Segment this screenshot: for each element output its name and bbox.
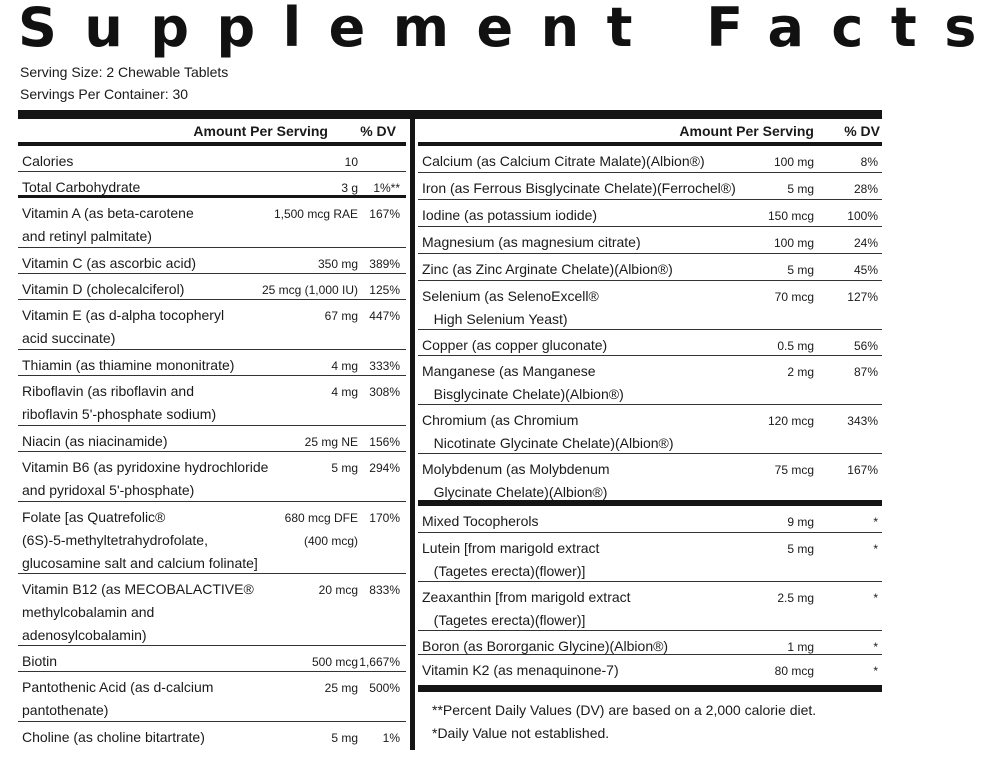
left-nutrient-row	[18, 722, 406, 750]
nutrient-name: Iron (as Ferrous Bisglycinate Chelate)(Ferrochel®)	[422, 180, 736, 196]
nutrient-name: Total Carbohydrate	[22, 179, 141, 195]
nutrient-name: Copper (as copper gluconate)	[422, 337, 608, 353]
left-nutrient-column	[18, 119, 406, 750]
header-rule	[18, 110, 882, 119]
nutrient-name: Mixed Tocopherols	[422, 513, 539, 529]
percent-daily-value: 28%	[853, 182, 878, 196]
nutrient-name: Zeaxanthin [from marigold extract (Tagetes erecta)(flower)]	[422, 589, 631, 628]
amount-per-serving: 100 mg	[773, 155, 814, 169]
amount-per-serving: 4 mg	[331, 385, 358, 399]
amount-per-serving: 5 mg	[331, 461, 358, 475]
right-nutrient-column	[418, 119, 882, 692]
left-nutrient-row	[18, 426, 406, 452]
left-amount-header: Amount Per Serving	[193, 123, 328, 139]
percent-daily-value: 45%	[853, 263, 878, 277]
amount-per-serving: 1,500 mcg RAE	[273, 207, 358, 221]
nutrient-name: Selenium (as SelenoExcell® High Selenium Yeast)	[422, 288, 599, 327]
amount-per-serving: 3 g	[341, 181, 358, 195]
right-nutrient-row	[418, 631, 882, 655]
right-nutrient-row	[418, 454, 882, 506]
nutrient-name: Folate [as Quatrefolic® (6S)-5-methyltetrahydrofolate, glucosamine salt and calcium folinate]	[22, 509, 258, 571]
left-nutrient-row	[18, 146, 406, 172]
nutrient-name: Boron (as Bororganic Glycine)(Albion®)	[422, 638, 669, 654]
supplement-facts-title: Supplement Facts	[18, 0, 1004, 59]
amount-per-serving: 67 mg	[324, 309, 358, 323]
left-dv-header: % DV	[360, 123, 396, 139]
servings-per-container: Servings Per Container: 30	[20, 86, 189, 102]
nutrient-name: Molybdenum (as Molybdenum Glycinate Chelate)(Albion®)	[422, 461, 610, 500]
nutrient-name: Calcium (as Calcium Citrate Malate)(Albion®)	[422, 153, 705, 169]
left-nutrient-row	[18, 274, 406, 300]
left-nutrient-row	[18, 198, 406, 248]
right-nutrient-row	[418, 281, 882, 330]
right-nutrient-row	[418, 655, 882, 685]
amount-per-serving: 75 mcg	[774, 463, 814, 477]
percent-daily-value: *	[873, 664, 878, 678]
left-nutrient-row	[18, 350, 406, 376]
right-nutrient-row	[418, 330, 882, 356]
amount-per-serving: 5 mg	[331, 731, 358, 745]
nutrient-name: Pantothenic Acid (as d-calcium pantothenate)	[22, 679, 214, 718]
percent-daily-value: 87%	[853, 365, 878, 379]
nutrient-name: Vitamin K2 (as menaquinone-7)	[422, 662, 619, 678]
right-column-header	[418, 119, 882, 146]
percent-daily-value: 127%	[847, 290, 878, 304]
right-nutrient-row	[418, 405, 882, 454]
percent-daily-value: *	[873, 640, 878, 654]
left-nutrient-row	[18, 502, 406, 574]
amount-per-serving: 680 mcg DFE (400 mcg)	[284, 511, 358, 548]
percent-daily-value: 294%	[369, 461, 400, 475]
nutrient-name: Iodine (as potassium iodide)	[422, 207, 598, 223]
amount-per-serving: 2.5 mg	[777, 591, 814, 605]
percent-daily-value: 1%	[382, 731, 400, 745]
percent-daily-value: 343%	[847, 414, 878, 428]
column-divider	[410, 110, 415, 750]
right-nutrient-row	[418, 146, 882, 173]
percent-daily-value: 167%	[847, 463, 878, 477]
left-nutrient-row	[18, 452, 406, 502]
left-nutrient-row	[18, 672, 406, 722]
percent-daily-value: 447%	[369, 309, 400, 323]
amount-per-serving: 70 mcg	[774, 290, 814, 304]
nutrient-name: Thiamin (as thiamine mononitrate)	[22, 357, 235, 373]
amount-per-serving: 0.5 mg	[777, 339, 814, 353]
amount-per-serving: 4 mg	[331, 359, 358, 373]
amount-per-serving: 25 mg NE	[304, 435, 358, 449]
right-nutrient-row	[418, 356, 882, 405]
right-nutrient-row	[418, 506, 882, 533]
footnote-percent-dv: **Percent Daily Values (DV) are based on a 2,000 calorie diet.	[432, 702, 817, 718]
percent-daily-value: 500%	[369, 681, 400, 695]
nutrient-name: Lutein [from marigold extract (Tagetes erecta)(flower)]	[422, 540, 600, 579]
left-nutrient-row	[18, 248, 406, 274]
amount-per-serving: 5 mg	[787, 542, 814, 556]
amount-per-serving: 25 mg	[324, 681, 358, 695]
left-nutrient-row	[18, 300, 406, 350]
amount-per-serving: 500 mcg	[311, 655, 358, 669]
left-nutrient-row	[18, 574, 406, 646]
nutrient-name: Vitamin B12 (as MECOBALACTIVE® methylcobalamin and adenosylcobalamin)	[22, 581, 254, 643]
left-column-header	[18, 119, 406, 146]
percent-daily-value: 333%	[369, 359, 400, 373]
nutrient-name: Vitamin A (as beta-carotene and retinyl palmitate)	[22, 205, 194, 244]
amount-per-serving: 10	[344, 155, 358, 169]
nutrient-name: Vitamin E (as d-alpha tocopheryl acid succinate)	[22, 307, 225, 346]
percent-daily-value: 125%	[369, 283, 400, 297]
left-nutrient-row	[18, 172, 406, 198]
percent-daily-value: 170%	[369, 511, 400, 525]
footnote-dv-not-established: *Daily Value not established.	[432, 725, 610, 741]
section-divider	[418, 685, 882, 692]
right-dv-header: % DV	[844, 123, 880, 139]
percent-daily-value: *	[873, 542, 878, 556]
percent-daily-value: 308%	[369, 385, 400, 399]
nutrient-name: Calories	[22, 153, 74, 169]
percent-daily-value: *	[873, 515, 878, 529]
percent-daily-value: 8%	[860, 155, 878, 169]
amount-per-serving: 25 mcg (1,000 IU)	[261, 283, 358, 297]
amount-per-serving: 5 mg	[787, 263, 814, 277]
right-nutrient-row	[418, 582, 882, 631]
nutrient-name: Niacin (as niacinamide)	[22, 433, 168, 449]
nutrient-name: Vitamin D (cholecalciferol)	[22, 281, 185, 297]
percent-daily-value: 389%	[369, 257, 400, 271]
amount-per-serving: 2 mg	[787, 365, 814, 379]
nutrient-name: Zinc (as Zinc Arginate Chelate)(Albion®)	[422, 261, 673, 277]
percent-daily-value: 56%	[853, 339, 878, 353]
left-nutrient-row	[18, 376, 406, 426]
nutrient-name: Choline (as choline bitartrate)	[22, 729, 205, 745]
percent-daily-value: 167%	[369, 207, 400, 221]
amount-per-serving: 150 mcg	[767, 209, 814, 223]
nutrient-name: Magnesium (as magnesium citrate)	[422, 234, 641, 250]
nutrient-name: Vitamin B6 (as pyridoxine hydrochloride and pyridoxal 5'-phosphate)	[22, 459, 269, 498]
amount-per-serving: 1 mg	[787, 640, 814, 654]
nutrient-name: Chromium (as Chromium Nicotinate Glycinate Chelate)(Albion®)	[422, 412, 674, 451]
amount-per-serving: 80 mcg	[774, 664, 814, 678]
percent-daily-value: 156%	[369, 435, 400, 449]
nutrient-name: Biotin	[22, 653, 58, 669]
percent-daily-value: 833%	[369, 583, 400, 597]
right-nutrient-row	[418, 227, 882, 254]
left-nutrient-row	[18, 646, 406, 672]
nutrient-name: Vitamin C (as ascorbic acid)	[22, 255, 197, 271]
right-nutrient-row	[418, 254, 882, 281]
amount-per-serving: 5 mg	[787, 182, 814, 196]
serving-size: Serving Size: 2 Chewable Tablets	[20, 64, 229, 80]
right-nutrient-row	[418, 173, 882, 200]
percent-daily-value: 1,667%	[359, 655, 400, 669]
percent-daily-value: 100%	[847, 209, 878, 223]
percent-daily-value: 24%	[853, 236, 878, 250]
right-amount-header: Amount Per Serving	[679, 123, 814, 139]
percent-daily-value: 1%**	[373, 181, 400, 195]
nutrient-name: Manganese (as Manganese Bisglycinate Chelate)(Albion®)	[422, 363, 624, 402]
amount-per-serving: 100 mg	[773, 236, 814, 250]
amount-per-serving: 350 mg	[317, 257, 358, 271]
amount-per-serving: 20 mcg	[318, 583, 358, 597]
nutrient-name: Riboflavin (as riboflavin and riboflavin 5'-phosphate sodium)	[22, 383, 217, 422]
amount-per-serving: 9 mg	[787, 515, 814, 529]
right-nutrient-row	[418, 200, 882, 227]
amount-per-serving: 120 mcg	[767, 414, 814, 428]
right-nutrient-row	[418, 533, 882, 582]
percent-daily-value: *	[873, 591, 878, 605]
